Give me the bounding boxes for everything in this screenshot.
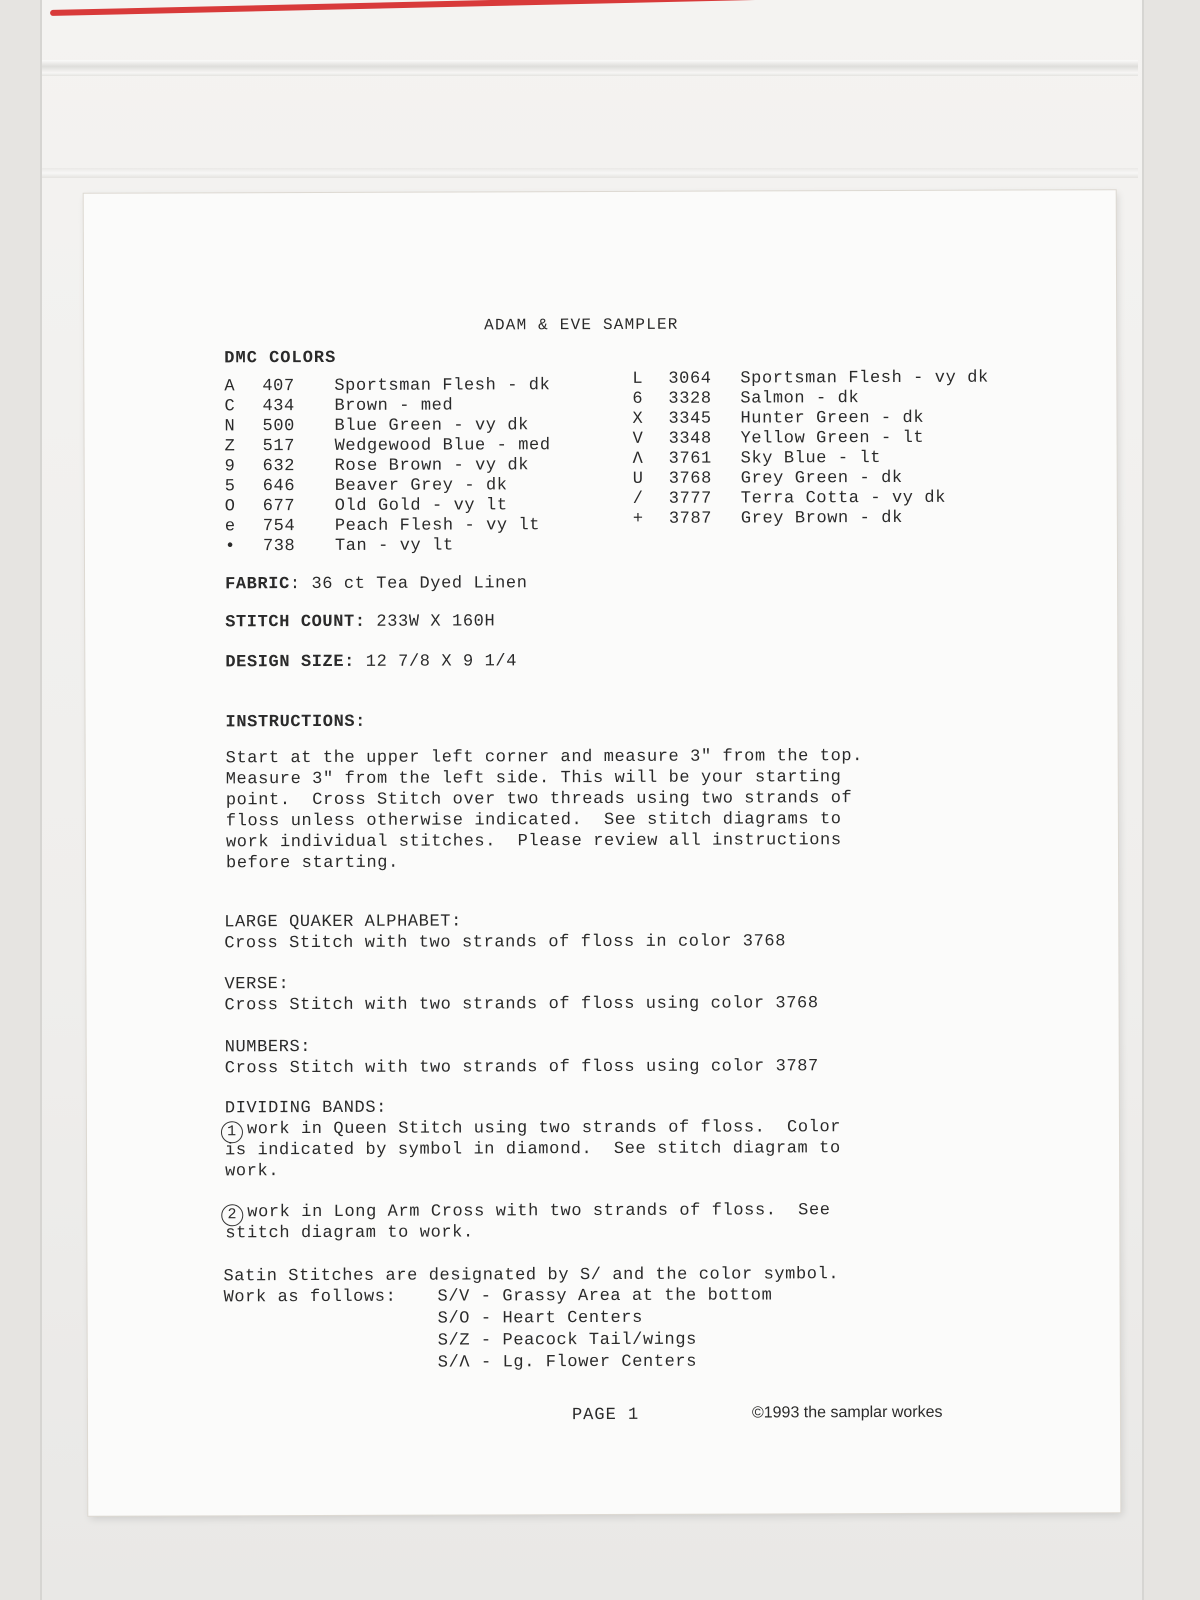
- dmc-number: 3345: [668, 409, 712, 429]
- color-symbol: Z: [224, 437, 236, 457]
- zipper-track: [42, 60, 1138, 76]
- satin-lead: Work as follows:: [223, 1287, 397, 1308]
- dmc-number: 3761: [668, 449, 712, 469]
- color-name: Hunter Green - dk: [740, 408, 925, 429]
- instructions-heading: INSTRUCTIONS:: [225, 712, 366, 733]
- band2-line: [221, 1201, 830, 1226]
- dmc-number: 677: [262, 497, 296, 517]
- color-name: Sportsman Flesh - dk: [334, 376, 551, 396]
- band1-text: work in Queen Stitch using two strands of floss. Color: [246, 1118, 842, 1140]
- design-size-line: [225, 652, 517, 673]
- color-name: Brown - med: [334, 396, 454, 416]
- color-symbol: e: [224, 517, 236, 537]
- color-symbol: •: [224, 537, 236, 557]
- band2-text: work in Long Arm Cross with two strands of floss. See: [247, 1201, 831, 1223]
- color-symbol: N: [224, 417, 236, 437]
- dmc-number: 738: [262, 537, 296, 557]
- satin-item: S/V - Grassy Area at the bottom: [437, 1286, 773, 1307]
- satin-item: S/O - Heart Centers: [437, 1308, 643, 1329]
- color-symbol: /: [632, 489, 644, 509]
- fabric-value: : 36 ct Tea Dyed Linen: [289, 574, 528, 595]
- instructions-line: Start at the upper left corner and measure 3" from the top.: [225, 747, 864, 769]
- instructions-line: work individual stitches. Please review all instructions: [225, 831, 842, 853]
- stitch-count-label: STITCH COUNT:: [225, 612, 366, 633]
- satin-item: S/Z - Peacock Tail/wings: [437, 1330, 697, 1351]
- band2-line: stitch diagram to work.: [225, 1223, 474, 1244]
- band1-line: is indicated by symbol in diamond. See stitch diagram to: [225, 1139, 841, 1161]
- color-symbol: +: [632, 509, 644, 529]
- color-name: Wedgewood Blue - med: [334, 436, 551, 456]
- color-name: Rose Brown - vy dk: [334, 456, 530, 476]
- color-name: Peach Flesh - vy lt: [334, 516, 541, 536]
- dmc-number: 754: [262, 517, 296, 537]
- color-name: Grey Green - dk: [740, 468, 903, 489]
- design-size-label: DESIGN SIZE:: [225, 652, 355, 673]
- alphabet-text: Cross Stitch with two strands of floss in color 3768: [224, 932, 787, 954]
- color-name: Yellow Green - lt: [740, 428, 925, 449]
- instructions-line: before starting.: [226, 853, 399, 874]
- color-symbol: Λ: [632, 449, 644, 469]
- color-symbol: A: [224, 377, 236, 397]
- design-size-value: 12 7/8 X 9 1/4: [354, 652, 518, 672]
- pattern-page: [84, 190, 1121, 1516]
- dmc-number: 632: [262, 457, 296, 477]
- stitch-count-line: [225, 612, 495, 633]
- satin-intro: Satin Stitches are designated by S/ and the color symbol.: [223, 1265, 840, 1287]
- circled-one-marker: 1: [221, 1121, 243, 1143]
- instructions-line: floss unless otherwise indicated. See stitch diagrams to: [225, 810, 842, 832]
- color-name: Blue Green - vy dk: [334, 416, 529, 436]
- fabric-line: [225, 574, 528, 595]
- dmc-number: 434: [262, 397, 295, 417]
- dmc-number: 407: [262, 377, 295, 397]
- dmc-number: 3787: [668, 509, 713, 529]
- color-symbol: O: [224, 497, 236, 517]
- color-name: Grey Brown - dk: [740, 508, 903, 529]
- copyright-notice: ©1993 the samplar workes: [751, 1403, 943, 1422]
- circled-two-marker: 2: [221, 1204, 243, 1226]
- dmc-number: 3348: [668, 429, 712, 449]
- dmc-number: 646: [262, 477, 296, 497]
- color-name: Tan - vy lt: [334, 536, 454, 556]
- dmc-colors-heading: DMC COLORS: [224, 348, 337, 369]
- color-name: Beaver Grey - dk: [334, 476, 508, 496]
- zipper-seal: [42, 168, 1138, 178]
- dividing-bands-heading: DIVIDING BANDS:: [224, 1098, 387, 1119]
- alphabet-heading: LARGE QUAKER ALPHABET:: [224, 912, 462, 933]
- page-number: PAGE 1: [571, 1405, 640, 1426]
- color-symbol: C: [224, 397, 236, 417]
- color-name: Salmon - dk: [740, 389, 860, 409]
- dmc-number: 3328: [668, 389, 712, 409]
- color-symbol: U: [632, 469, 644, 489]
- numbers-text: Cross Stitch with two strands of floss using color 3787: [224, 1057, 819, 1079]
- numbers-heading: NUMBERS:: [224, 1038, 312, 1058]
- color-symbol: 9: [224, 457, 236, 477]
- color-symbol: V: [632, 429, 644, 449]
- color-symbol: 5: [224, 477, 236, 497]
- color-symbol: X: [632, 409, 644, 429]
- dmc-number: 3768: [668, 469, 712, 489]
- dmc-number: 3777: [668, 489, 713, 509]
- color-name: Sky Blue - lt: [740, 449, 882, 469]
- page-title: ADAM & EVE SAMPLER: [484, 315, 679, 335]
- stitch-count-value: 233W X 160H: [365, 612, 496, 632]
- band1-line: work.: [225, 1162, 280, 1182]
- satin-item: S/Λ - Lg. Flower Centers: [437, 1352, 698, 1373]
- verse-text: Cross Stitch with two strands of floss using color 3768: [224, 994, 819, 1016]
- dmc-number: 517: [262, 437, 296, 457]
- color-name: Terra Cotta - vy dk: [740, 488, 947, 509]
- fabric-label: FABRIC: [225, 575, 290, 595]
- dmc-number: 3064: [668, 369, 712, 389]
- color-symbol: 6: [632, 389, 644, 409]
- instructions-line: Measure 3" from the left side. This will be your starting: [225, 768, 842, 790]
- color-name: Old Gold - vy lt: [334, 496, 508, 516]
- instructions-line: point. Cross Stitch over two threads using two strands of: [225, 789, 853, 811]
- color-symbol: L: [632, 369, 644, 389]
- dmc-number: 500: [262, 417, 295, 437]
- color-name: Sportsman Flesh - vy dk: [740, 368, 989, 389]
- verse-heading: VERSE:: [224, 975, 290, 995]
